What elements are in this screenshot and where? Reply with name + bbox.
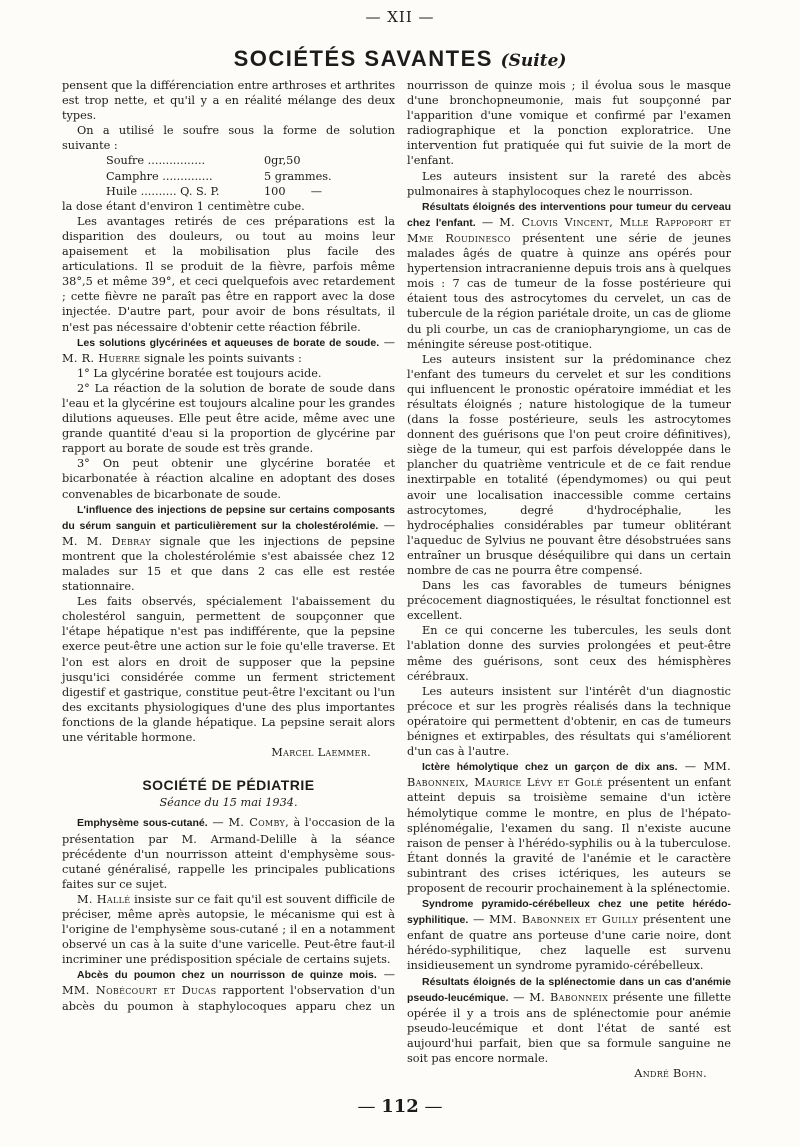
page-number [0,1096,800,1117]
author-name: M. Clovis Vincent, Mlle Rappoport et Mme Roudinesco [407,215,732,245]
communication-text: , à l'occasion de la présentation par M. Armand-Delille à la séance précédente d'un nourrisson atteint d'emphysème sous-cutané généralisé, rappelle les principales publications faites sur ce sujet. [62,816,396,891]
author-name: MM. Babonneix, Maurice Lévy et Golé [407,760,731,790]
communication-title: Abcès du poumon chez un nourrisson de quinze mois. [77,969,377,982]
author-name: M. Hallé [77,892,131,906]
signature: André Bohn. [634,1067,707,1081]
page-marker: — XII — [365,8,435,26]
left-column [62,78,395,1014]
communication-syndrome: Syndrome pyramido-cérébelleux chez une petite hérédo-syphilitique. — MM. Babonneix et Guilly présentent une enfant de quatre ans porteuse d'une carie noire, dont hérédo-syphilitique, chez laquelle est survenu insidieusement un syndrome pyramido-cérébelleux. [407,898,731,973]
paragraph: Les auteurs insistent sur l'intérêt d'un diagnostic précoce et sur les progrès réalisés dans la technique opératoire qui permettent d'obtenir, en cas de tumeurs bénignes et extirpables, des résultats qui s'améliorent d'un cas à l'autre. [407,684,731,759]
section-date: Séance du 15 mai 1934. [159,796,298,810]
formula-row [106,169,395,184]
formula-quantity-value: 100 [264,184,286,198]
communication-tumeur-cerveau: Résultats éloignés des interventions pour tumeur du cerveau chez l'enfant. — M. Clovis Vincent, Mlle Rappoport et Mme Roudinesco présentent une série de jeunes malades âgés de quatre à quinze ans opérés pour hypertension intracranienne depuis trois ans à quelques mois : 7 cas de tumeur de la fosse postérieure qui étaient tous des astrocytomes du cervelet, un cas de tubercule de la région pariétale droite, un cas de gliome du pli courbe, un cas de craniopharyngiome, un cas de méningite séreuse post-otitique. [407,200,732,351]
communication-text: présentent une enfant de quatre ans porteuse d'une carie noire, dont hérédo-syphilitique, chez laquelle est survenu insidieusement un syndrome pyramido-cérébelleux. [407,913,731,973]
paragraph: Les auteurs insistent sur la prédominance chez l'enfant des tumeurs du cervelet et sur les conditions qui influencent le pronostic opératoire immédiat et les résultats éloignés ; nature histologique de la tumeur (dans la fosse postérieure, seuls les astrocytomes donnent des guérisons que l'on peut croire définitives), siège de la tumeur, qui est parfois développée dans le plancher du quatrième ventricule et de ce fait rendue inextirpable en totalité (épendymomes) ou qui peut avoir une localisation inaccessible comme certains astrocytomes, degré d'hydrocéphalie, les hydrocéphalies considérables par tumeur oblitérant l'aqueduc de Sylvius ne pouvant être désobstruées sans entraîner un brusque déséquilibre qui dans un certain nombre de cas ne pourra être compensé. [407,352,731,577]
list-item: 1° La glycérine boratée est toujours acide. [77,366,322,380]
paragraph: Les avantages retirés de ces préparations est la disparition des douleurs, ou tout au moins leur apaisement et la mobilisation plus facile des articulations. Il se produit de la fièvre, parfois même 38°,5 et même 39°, et ceci quelquefois avec retardement ; cette fièvre ne paraît pas être en rapport avec la dose injectée. D'autre part, pour avoir de bons résultats, il n'est pas nécessaire d'obtenir cette réaction fébrile. [62,214,395,334]
formula-row [106,184,395,199]
formula-table [62,153,395,198]
signature: Marcel Laemmer. [271,746,371,760]
communication-ictere: Ictère hémolytique chez un garçon de dix ans. — MM. Babonneix, Maurice Lévy et Golé présentent un enfant atteint depuis sa troisième semaine d'un ictère hémolytique comme le montre, en plus de l'hépato-splénomégalie, l'examen du sang. Il n'existe aucune raison de penser à l'hérédo-syphilis ou à la tuberculose. Étant donnés la gravité de l'anémie et le caractère subintrant des crises ictériques, les auteurs se proposent de recourir prochainement à la splénectomie. [407,760,731,895]
communication-emphyseme: Emphysème sous-cutané. — M. Comby, à l'occasion de la présentation par M. Armand-Delille à la séance précédente d'un nourrisson atteint d'emphysème sous-cutané généralisé, rappelle les principales publications faites sur ce sujet. [62,816,396,891]
formula-quantity [264,184,384,199]
communication-text: présentent une série de jeunes malades âgés de quatre à quinze ans opérés pour hypertension intracranienne depuis trois ans à quelques mois : 7 cas de tumeur de la fosse postérieure qui étaient tous des astrocytomes du cervelet, un cas de tubercule de la région pariétale droite, un cas de gliome du pli courbe, un cas de craniopharyngiome, un cas de méningite séreuse post-otitique. [407,231,731,351]
paragraph: pensent que la différenciation entre arthroses et arthrites est trop nette, et qu'il y a en réalité mélange des deux types. [62,79,395,123]
author-name: M. Babonneix [529,990,609,1004]
communication-title: Résultats éloignés de la splénectomie dans un cas d'anémie pseudo-leucémique. [407,975,731,1004]
formula-ingredient: Soufre ................ [106,154,206,168]
paragraph-text: insiste sur ce fait qu'il est souvent difficile de préciser, même après autopsie, le mécanisme qui est à l'origine de l'emphysème sous-cutané ; il en a notamment observé un cas à la suite d'une varicelle. Peut-être faut-il incriminer une prédisposition spéciale de certains sujets. [62,892,395,967]
communication-title: Emphysème sous-cutané. [77,817,208,830]
list-item: 3° On peut obtenir une glycérine boratée et bicarbonatée à réaction alcaline en adoptant des doses convenables de bicarbonate de soude. [62,457,395,501]
author-name: MM. Babonneix et Guilly [489,913,639,927]
paragraph: Les auteurs insistent sur la rareté des abcès pulmonaires à staphylocoques chez le nourrisson. [407,169,731,198]
communication-pepsine: L'influence des injections de pepsine sur certains composants du sérum sanguin et particulièrement sur la cholestérolémie. — M. M. Debray signale que les injections de pepsine montrent que la cholestérolémie s'est abaissée chez 12 malades sur 15 et que dans 2 cas elle est restée stationnaire. [62,503,395,594]
formula-dash: — [310,184,322,198]
list-item: 2° La réaction de la solution de borate de soude dans l'eau et la glycérine est toujours alcaline pour les grandes dilutions aqueuses. Elle peut être acide, même avec une grande quantité d'eau si la proportion de glycérine par rapport au borate de soude est très grande. [62,381,395,456]
paragraph: En ce qui concerne les tubercules, les seuls dont l'ablation donne des survies prolongées et peut-être même des guérisons, sont ceux des hémisphères cérébraux. [407,624,731,683]
formula-quantity: 0gr,50 [264,154,301,168]
communication-text: présentent un enfant atteint depuis sa troisième semaine d'un ictère hémolytique comme le montre, en plus de l'hépato-splénomégalie, l'examen du sang. Il n'existe aucune raison de penser à l'hérédo-syphilis ou à la tuberculose. Étant donnés la gravité de l'anémie et le caractère subintrant des crises ictériques, les auteurs se proposent de recourir prochainement à la splénectomie. [407,776,731,895]
right-column [407,78,731,1081]
paragraph: Les faits observés, spécialement l'abaissement du cholestérol sanguin, permettent de soupçonner que l'étape hépatique n'est pas indifférente, que la pepsine exerce peut-être une action sur le foie qu'elle traverse. Et l'on est alors en droit de supposer que la pepsine jusqu'ici considérée comme un ferment strictement digestif et gastrique, constitue peut-être l'excitant ou l'un des excitants physiologiques d'une des plus importantes fonctions de la glande hépatique. La pepsine serait alors une véritable hormone. [62,595,395,745]
communication-title: Syndrome pyramido-cérébelleux chez une petite hérédo-syphilitique. [407,898,731,927]
header-suite: (Suite) [500,51,567,71]
communication-text: rapportent l'observation d'un abcès du poumon à staphylocoques apparu chez un [62,984,395,1013]
communication-borate: Les solutions glycérinées et aqueuses de borate de soude. — M. R. Huerre signale les points suivants : [62,335,395,365]
paragraph: Dans les cas favorables de tumeurs bénignes précocement diagnostiquées, le résultat fonctionnel est excellent. [407,579,731,623]
author-name: MM. Nobécourt et Ducas [62,984,217,998]
formula-ingredient: Camphre .............. [106,169,213,183]
communication-text: signale les points suivants : [143,351,302,365]
paragraph [62,892,395,967]
communication-title: Les solutions glycérinées et aqueuses de borate de soude. [77,336,380,349]
communication-text: présente une fillette opérée il y a trois ans de splénectomie pour anémie pseudo-leucémique et dont l'état de santé est aujourd'hui parfait, bien que sa formule sanguine ne soit pas encore normale. [407,990,732,1065]
running-header [0,46,800,72]
communication-splenectomie: Résultats éloignés de la splénectomie dans un cas d'anémie pseudo-leucémique. — M. Babonneix présente une fillette opérée il y a trois ans de splénectomie pour anémie pseudo-leucémique et dont l'état de santé est aujourd'hui parfait, bien que sa formule sanguine ne soit pas encore normale. [407,975,732,1065]
author-name: M. R. Huerre [62,351,141,365]
author-name: M. Comby [228,816,286,830]
page-number-dash: — [418,1096,443,1117]
communication-abces: Abcès du poumon chez un nourrisson de quinze mois. — MM. Nobécourt et Ducas rapportent l'observation d'un abcès du poumon à staphylocoques apparu chez un [62,968,395,1013]
communication-title: Résultats éloignés des interventions pour tumeur du cerveau chez l'enfant. [407,200,731,229]
formula-quantity: 5 grammes. [264,169,332,183]
author-name: M. M. Debray [62,534,151,548]
header-title: SOCIÉTÉS SAVANTES [233,46,493,71]
page-number-value: 112 [381,1096,419,1117]
communication-title: L'influence des injections de pepsine sur certains composants du sérum sanguin et particulièrement sur la cholestérolémie. [62,503,395,532]
communication-title: Ictère hémolytique chez un garçon de dix ans. [422,761,678,774]
paragraph: nourrisson de quinze mois ; il évolua sous le masque d'une bronchopneumonie, mais fut soupçonné par l'apparition d'une vomique et confirmé par l'examen radiographique et la ponction exploratrice. Une intervention fut pratiquée qui fut suivie de la mort de l'enfant. [407,79,731,168]
section-title: SOCIÉTÉ DE PÉDIATRIE [142,777,315,794]
paragraph: la dose étant d'environ 1 centimètre cube. [62,199,305,213]
formula-row [106,153,395,168]
page-number-dash: — [357,1096,382,1117]
formula-ingredient: Huile .......... Q. S. P. [106,184,220,198]
communication-text: signale que les injections de pepsine montrent que la cholestérolémie s'est abaissée chez 12 malades sur 15 et que dans 2 cas elle est restée stationnaire. [62,534,395,594]
paragraph: On a utilisé le soufre sous la forme de solution suivante : [62,124,395,153]
